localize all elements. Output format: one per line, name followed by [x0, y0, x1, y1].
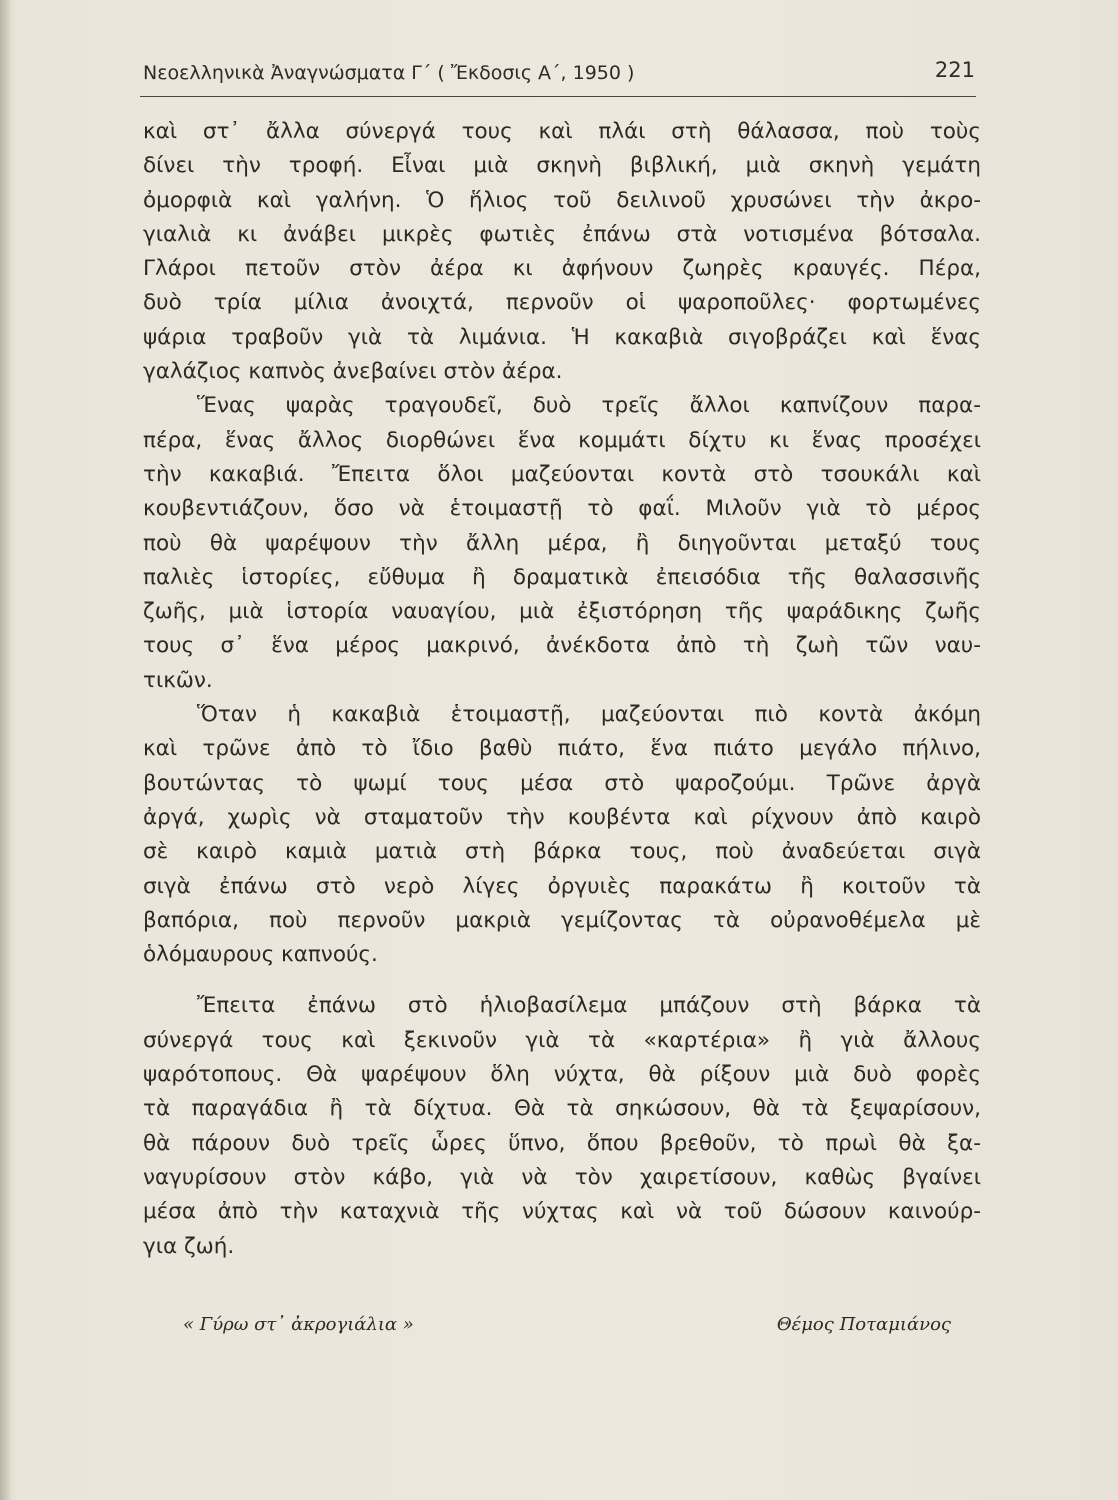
text-line: ζωῆς, μιὰ ἱστορία ναυαγίου, μιὰ ἐξιστόρηση τῆς ψαράδικης ζωῆς [143, 599, 981, 625]
text-line: Γλάροι πετοῦν στὸν ἀέρα κι ἀφήνουν ζωηρὲς κραυγές. Πέρα, [143, 256, 981, 282]
source-title: « Γύρω στ᾽ ἀκρογιάλια » [183, 1314, 414, 1335]
text-line: καὶ τρῶνε ἀπὸ τὸ ἴδιο βαθὺ πιάτο, ἕνα πιάτο μεγάλο πήλινο, [143, 736, 981, 762]
text-line: για ζωή. [143, 1233, 235, 1259]
text-line: ψαρότοπους. Θὰ ψαρέψουν ὅλη νύχτα, θὰ ρίξουν μιὰ δυὸ φορὲς [143, 1062, 981, 1088]
text-line: γαλάζιος καπνὸς ἀνεβαίνει στὸν ἀέρα. [143, 359, 563, 385]
header-rule [140, 96, 976, 97]
text-line: τικῶν. [143, 667, 213, 693]
text-line: σύνεργά τους καὶ ξεκινοῦν γιὰ τὰ «καρτέρια» ἢ γιὰ ἄλλους [143, 1027, 981, 1053]
text-line: ἀργά, χωρὶς νὰ σταματοῦν τὴν κουβέντα καὶ ρίχνουν ἀπὸ καιρὸ [143, 804, 981, 830]
text-line: Ὅταν ἡ κακαβιὰ ἑτοιμαστῇ, μαζεύονται πιὸ κοντὰ ἀκόμη [197, 702, 981, 728]
text-line: παλιὲς ἱστορίες, εὔθυμα ἢ δραματικὰ ἐπεισόδια τῆς θαλασσινῆς [143, 564, 981, 590]
text-line: ὀμορφιὰ καὶ γαλήνη. Ὁ ἥλιος τοῦ δειλινοῦ χρυσώνει τὴν ἀκρο- [143, 187, 981, 213]
book-title: Νεοελληνικὰ Ἀναγνώσματα Γ΄ ( Ἔκδοσις Α΄, 1950 ) [143, 62, 635, 84]
author-name: Θέμος Ποταμιάνος [776, 1314, 951, 1335]
text-line: Ἔπειτα ἐπάνω στὸ ἡλιοβασίλεμα μπάζουν στὴ βάρκα τὰ [197, 993, 981, 1019]
text-line: Ἕνας ψαρὰς τραγουδεῖ, δυὸ τρεῖς ἄλλοι καπνίζουν παρα- [197, 393, 981, 419]
text-line: κουβεντιάζουν, ὅσο νὰ ἑτοιμαστῇ τὸ φαΐ. Μιλοῦν γιὰ τὸ μέρος [143, 496, 981, 522]
attribution [183, 1314, 951, 1344]
text-line: δίνει τὴν τροφή. Εἶναι μιὰ σκηνὴ βιβλική, μιὰ σκηνὴ γεμάτη [143, 153, 981, 179]
text-line: βαπόρια, ποὺ περνοῦν μακριὰ γεμίζοντας τὰ οὐρανοθέμελα μὲ [143, 907, 981, 933]
text-line: θὰ πάρουν δυὸ τρεῖς ὧρες ὕπνο, ὅπου βρεθοῦν, τὸ πρωὶ θὰ ξα- [143, 1130, 981, 1156]
text-line: πέρα, ἕνας ἄλλος διορθώνει ἕνα κομμάτι δίχτυ κι ἕνας προσέχει [143, 427, 981, 453]
text-line: δυὸ τρία μίλια ἀνοιχτά, περνοῦν οἱ ψαροποῦλες· φορτωμένες [143, 290, 981, 316]
text-line: μέσα ἀπὸ τὴν καταχνιὰ τῆς νύχτας καὶ νὰ τοῦ δώσουν καινούρ- [143, 1199, 981, 1225]
text-line: βουτώντας τὸ ψωμί τους μέσα στὸ ψαροζούμι. Τρῶνε ἀργὰ [143, 770, 981, 796]
text-line: σὲ καιρὸ καμιὰ ματιὰ στὴ βάρκα τους, ποὺ ἀναδεύεται σιγὰ [143, 839, 981, 865]
paragraph-gap [143, 972, 981, 989]
page-gutter [0, 0, 10, 1500]
text-line: ναγυρίσουν στὸν κάβο, γιὰ νὰ τὸν χαιρετίσουν, καθὼς βγαίνει [143, 1164, 981, 1190]
page-number: 221 [934, 58, 975, 82]
text-line: γιαλιὰ κι ἀνάβει μικρὲς φωτιὲς ἐπάνω στὰ νοτισμένα βότσαλα. [143, 221, 981, 247]
text-line: ψάρια τραβοῦν γιὰ τὰ λιμάνια. Ἡ κακαβιὰ σιγοβράζει καὶ ἕνας [143, 324, 981, 350]
text-line: τὴν κακαβιά. Ἔπειτα ὅλοι μαζεύονται κοντὰ στὸ τσουκάλι καὶ [143, 461, 981, 487]
text-line: ποὺ θὰ ψαρέψουν τὴν ἄλλη μέρα, ἢ διηγοῦνται μεταξύ τους [143, 530, 981, 556]
text-line: καὶ στ᾽ ἄλλα σύνεργά τους καὶ πλάι στὴ θάλασσα, ποὺ τοὺς [143, 119, 981, 144]
text-line: τὰ παραγάδια ἢ τὰ δίχτυα. Θὰ τὰ σηκώσουν, θὰ τὰ ξεψαρίσουν, [143, 1096, 981, 1122]
text-line: σιγὰ ἐπάνω στὸ νερὸ λίγες ὀργυιὲς παρακάτω ἢ κοιτοῦν τὰ [143, 873, 981, 899]
running-header [143, 58, 975, 94]
body-text [143, 115, 981, 1264]
text-line: ὁλόμαυρους καπνούς. [143, 942, 378, 968]
text-line: τους σ᾽ ἕνα μέρος μακρινό, ἀνέκδοτα ἀπὸ τὴ ζωὴ τῶν ναυ- [143, 633, 981, 659]
